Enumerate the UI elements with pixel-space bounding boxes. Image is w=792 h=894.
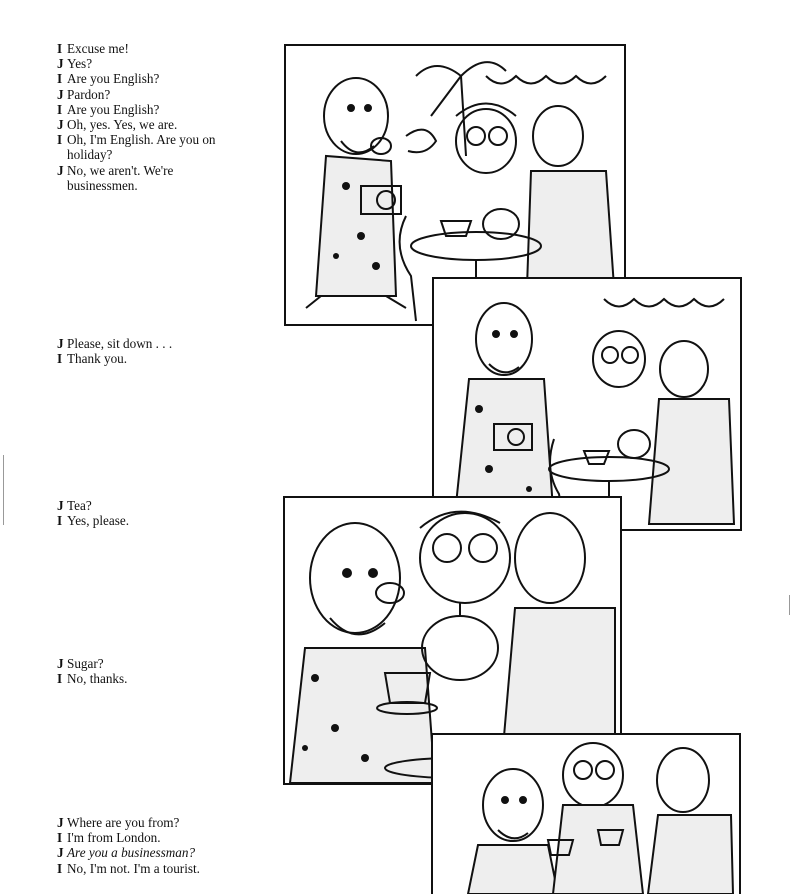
speaker-label: J xyxy=(57,162,64,178)
dialogue-block-4 xyxy=(57,656,267,686)
speaker-label: I xyxy=(57,513,63,529)
dialogue-line xyxy=(57,71,267,86)
dialogue-block-3 xyxy=(57,498,267,528)
dialogue-line xyxy=(57,56,267,71)
line-text: Sugar? xyxy=(67,656,104,671)
line-text: Are you a businessman? xyxy=(67,845,196,861)
speaker-label: I xyxy=(57,71,63,87)
dialogue-block-1 xyxy=(57,41,267,193)
speaker-label: I xyxy=(57,860,63,876)
line-text: Pardon? xyxy=(67,86,111,102)
speaker-label: I xyxy=(57,101,63,117)
dialogue-line xyxy=(57,351,267,366)
dialogue-line xyxy=(57,671,267,686)
speaker-label: J xyxy=(57,656,64,671)
dialogue-line xyxy=(57,861,267,876)
line-text: Are you English? xyxy=(67,71,160,87)
dialogue-block-2 xyxy=(57,336,267,366)
speaker-label: J xyxy=(57,815,64,830)
comic-panel-2 xyxy=(432,277,742,531)
dialogue-line xyxy=(57,845,267,860)
dialogue-line xyxy=(57,163,267,193)
speaker-label: I xyxy=(57,671,63,687)
line-text: Tea? xyxy=(67,498,92,513)
line-text: I'm from London. xyxy=(67,830,161,846)
line-text: Yes? xyxy=(67,56,93,72)
line-text: Thank you. xyxy=(67,351,128,367)
speaker-label: J xyxy=(57,86,64,102)
dialogue-line xyxy=(57,132,267,162)
sit-down-scene-illustration xyxy=(434,279,740,529)
speaker-label: I xyxy=(57,830,63,846)
margin-mark xyxy=(789,595,790,615)
line-text: Excuse me! xyxy=(67,41,129,56)
speaker-label: J xyxy=(57,117,64,133)
speaker-label: I xyxy=(57,351,63,367)
line-text: Are you English? xyxy=(67,101,160,117)
speaker-label: J xyxy=(57,498,64,513)
dialogue-line xyxy=(57,830,267,845)
dialogue-block-5 xyxy=(57,815,267,876)
line-text: No, I'm not. I'm a tourist. xyxy=(67,860,200,876)
dialogue-line xyxy=(57,336,267,351)
speaker-label: I xyxy=(57,132,63,148)
line-text: No, thanks. xyxy=(67,671,128,687)
drinking-tea-illustration xyxy=(433,735,739,894)
dialogue-line xyxy=(57,117,267,132)
dialogue-line xyxy=(57,498,267,513)
line-text: Where are you from? xyxy=(67,815,180,830)
speaker-label: I xyxy=(57,41,63,56)
dialogue-line xyxy=(57,41,267,56)
dialogue-line xyxy=(57,102,267,117)
line-text: Yes, please. xyxy=(67,513,130,529)
line-text: Oh, I'm English. Are you on holiday? xyxy=(67,132,216,163)
line-text: Oh, yes. Yes, we are. xyxy=(67,117,178,133)
speaker-label: J xyxy=(57,336,64,351)
margin-mark xyxy=(3,455,4,525)
line-text: Please, sit down . . . xyxy=(67,336,173,351)
line-text: No, we aren't. We're businessmen. xyxy=(67,162,174,193)
comic-panel-4 xyxy=(431,733,741,894)
dialogue-line xyxy=(57,513,267,528)
dialogue-line xyxy=(57,815,267,830)
dialogue-line xyxy=(57,656,267,671)
speaker-label: J xyxy=(57,845,64,861)
dialogue-line xyxy=(57,87,267,102)
speaker-label: J xyxy=(57,56,64,72)
